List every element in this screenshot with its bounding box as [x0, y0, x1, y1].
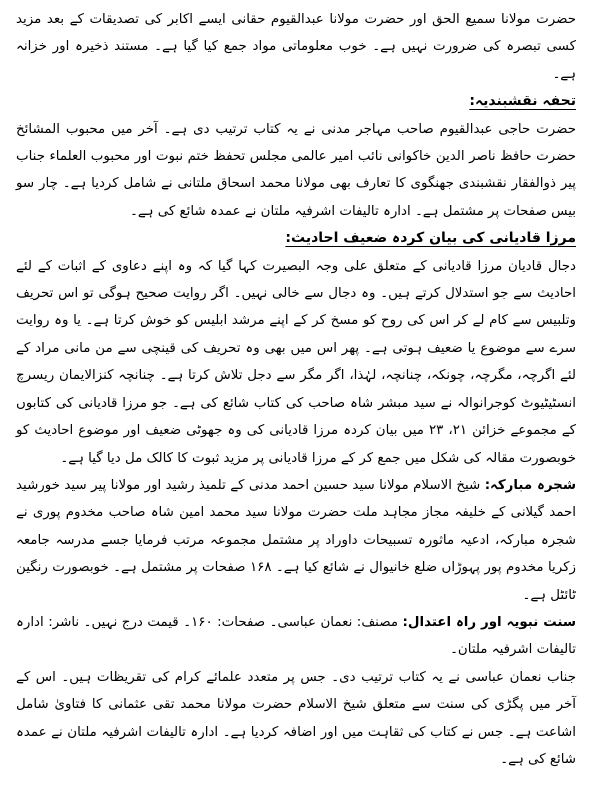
section-heading-ahadith: مرزا قادیانی کی بیان کردہ ضعیف احادیث: [285, 230, 576, 247]
paragraph-ahadith: دجال قادیان مرزا قادیانی کے متعلق علی وجہ البصیرت کہا گیا کہ وہ اپنے دعاوی کے اثبات کے لئے احادیث سے جو استدلال کرتے ہیں۔ وہ دجال سے خالی نہیں۔ اگر روایت صحیح ہوگی تو اس تحریف وتلبیس سے کام لے کر اس کی روح کو مسخ کر کے اپنے مرشد ابلیس کو خوش کرتا ہے۔ یا وہ روایت سرے سے موضوع یا ضعیف ہوتی ہے۔ پھر اس میں بھی وہ تحریف کی قینچی سے من مانی مراد کے لئے اگرچہ، مگرچہ، چونکہ، چنانچہ، لہٰذا، اگر مگر سے دجل تلاش کرتا ہے۔ چنانچہ کنزالایمان ریسرچ انسٹیٹیوٹ کوجرانوالہ نے سید مبشر شاہ صاحب کی کتاب شائع کی ہے۔ جو مرزا قادیانی کی کتابوں کے مجموعے خزائن ۲۱، ۲۳ میں بیان کردہ مرزا قادیانی کی وہ جھوٹی ضعیف اور موضوع احادیث کو خوبصورت مقالہ کی شکل میں جمع کر کے مرزا قادیانی پر مزید ثبوت کا کالک مل دیا گیا ہے۔ [16, 258, 576, 466]
paragraph-shajra [16, 472, 576, 609]
section-heading-sunnat: سنت نبویہ اور راہ اعتدال: [402, 614, 576, 630]
paragraph-tohfa: حضرت حاجی عبدالقیوم صاحب مہاجر مدنی نے یہ کتاب ترتیب دی ہے۔ آخر میں محبوب المشائخ حضرت حافظ ناصر الدین خاکوانی نائب امیر عالمی مجلس تحفظ ختم نبوت اور محبوب العلماء جناب پیر ذوالفقار نقشبندی جھنگوی کا تعارف بھی مولانا محمد اسحاق ملتانی نے شامل کردیا ہے۔ چار سو بیس صفحات پر مشتمل ہے۔ ادارہ تالیفات اشرفیہ ملتان نے عمدہ شائع کی ہے۔ [16, 121, 576, 219]
paragraph-closing: جناب نعمان عباسی نے یہ کتاب ترتیب دی۔ جس پر متعدد علمائے کرام کی تقریظات ہیں۔ اس کے آخر میں پگڑی کی سنت سے متعلق شیخ الاسلام حضرت مولانا محمد تقی عثمانی کا فتاویٰ شامل اشاعت ہے۔ جس نے کتاب کی ثقاہت میں اور اضافہ کردیا ہے۔ ادارہ تالیفات اشرفیہ ملتان نے عمدہ شائع کی ہے۔ [16, 669, 576, 767]
paragraph-sunnat [16, 609, 576, 664]
paragraph-intro: حضرت مولانا سمیع الحق اور حضرت مولانا عبدالقیوم حقانی ایسے اکابر کی تصدیقات کے بعد مزید کسی تبصرہ کی ضرورت نہیں ہے۔ خوب معلوماتی مواد جمع کیا گیا ہے۔ مستند ذخیرہ اور خزانہ ہے۔ [16, 12, 576, 82]
section-heading-shajra: شجرہ مبارکہ: [484, 477, 576, 493]
paragraph-shajra-text: شیخ الاسلام مولانا سید حسین احمد مدنی کے تلمیذ رشید اور مولانا پیر سید خورشید احمد گیلانی کے خلیفہ مجاز مجاہد ملت حضرت مولانا سید محمد امین شاہ صاحب مخدوم پوری نے شجرہ مبارکہ، ادعیہ ماثورہ تسبیحات داوراد پر مشتمل مجموعہ مرتب فرمایا جسے مدرسہ جامعہ زکریا مخدوم پور پہوڑاں ضلع خانیوال نے شائع کیا ہے۔ ۱۶۸ صفحات پر مشتمل ہے۔ خوبصورت رنگین ٹائٹل ہے۔ [16, 477, 576, 603]
paragraph-sunnat-meta: مصنف: نعمان عباسی۔ صفحات: ۱۶۰۔ قیمت درج نہیں۔ ناشر: ادارہ تالیفات اشرفیہ ملتان۔ [16, 614, 576, 658]
section-heading-tohfa: تحفہ نقشبندیہ: [469, 93, 576, 110]
